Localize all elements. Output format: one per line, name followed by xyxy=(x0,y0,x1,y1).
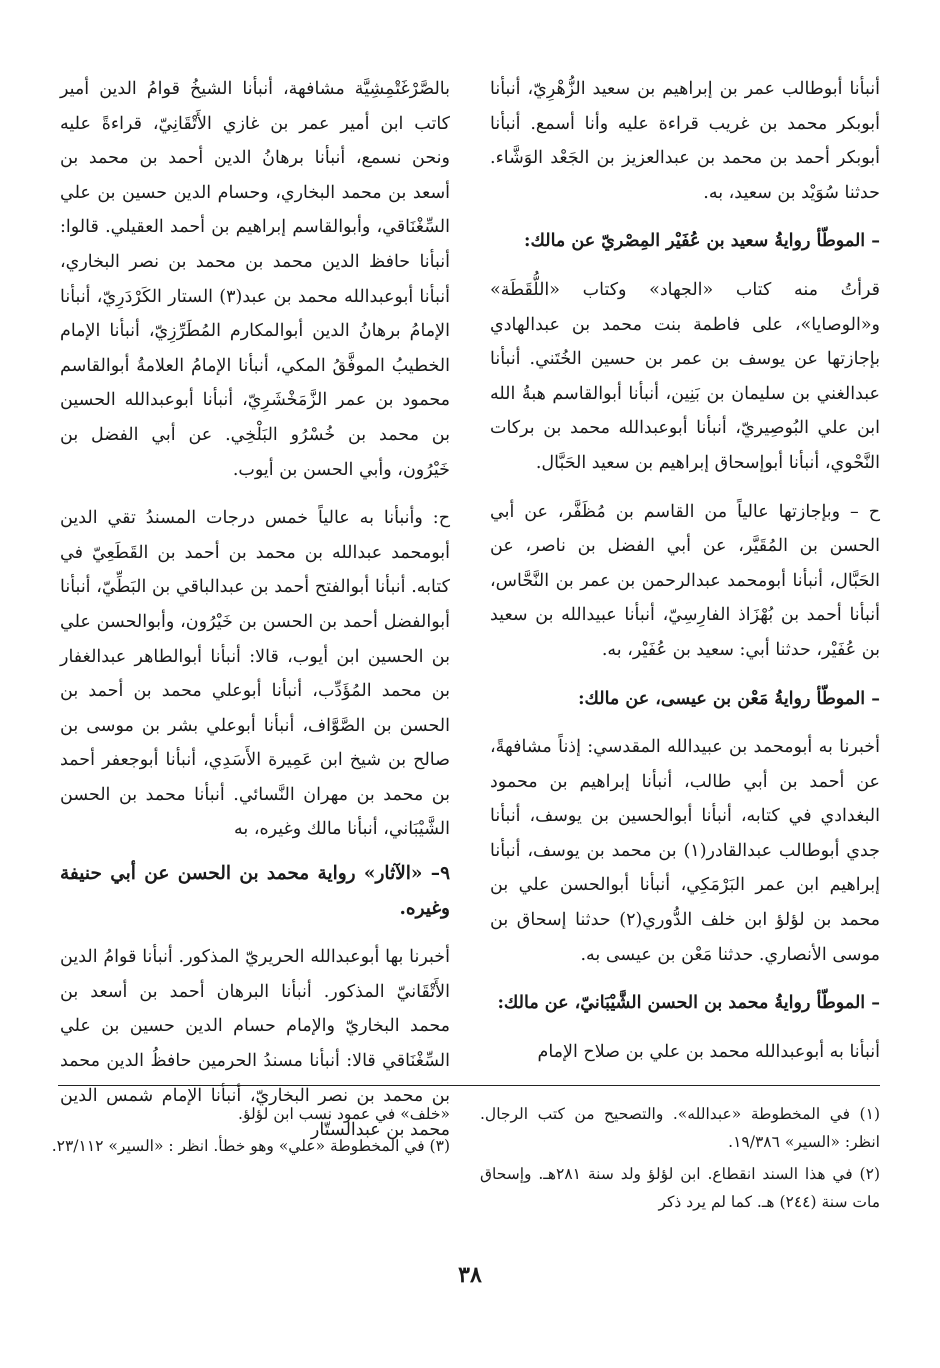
paragraph: أخبرنا بها أبوعبدالله الحريريّ المذكور. أنبأنا قوامُ الدين الأَتْقَانيّ المذكور. أنبأنا البرهان أحمد بن أسعد بن محمد البخاريّ والإمام حسام الدين حسين بن علي السِّغْنَاقي قالا: أنبأنا مسندُ الحرمين حافظُ الدين محمد بن محمد بن نصر البخاريّ، أنبأنا الإمام شمس الدين محمد بن عبدالستّار xyxy=(60,947,450,1141)
paragraph: قرأتُ منه كتاب «الجهاد» وكتاب «اللُّقَطَة» و«الوصايا»، على فاطمة بنت محمد بن عبدالهادي بإجازتها عن يوسف بن عمر بن حسين الخُتَني. أنبأنا عبدالغني بن سليمان بن بَنِين، أنبأنا أبوالقاسم هبةُ الله ابن علي البُوصِيريّ، أنبأنا أبوعبدالله محمد بن بركات النَّحْوي، أنبأنا أبوإسحاق إبراهيم بن سعيد الحَبَّال. xyxy=(490,279,880,473)
section-heading: – الموطّأ روايةُ مَعْن بن عيسى، عن مالك: xyxy=(578,688,880,709)
footnote: (٢) في هذا السند انقطاع. ابن لؤلؤ ولد سنة ٢٨١هـ. وإسحاق مات سنة (٢٤٤) هـ. كما لم يرد ذكر xyxy=(480,1165,880,1211)
footnote: «خلف» في عمود نسب ابن لؤلؤ. xyxy=(238,1105,450,1123)
left-column xyxy=(60,72,450,1148)
section-heading: – الموطّأ روايةُ سعيد بن عُفَيْر المِصْريّ عن مالك: xyxy=(524,231,880,252)
footnotes-right xyxy=(480,1100,880,1220)
footnotes-left xyxy=(50,1100,450,1164)
page-number: ٣٨ xyxy=(458,1262,482,1288)
right-column xyxy=(490,72,880,1069)
footnote: (٣) في المخطوطة «علي» وهو خطأ. انظر : «السير» ٢٣/١١٢. xyxy=(51,1137,450,1155)
paragraph: أخبرنا به أبومحمد بن عبيدالله المقدسي: إذناً مشافهةً، عن أحمد بن أبي طالب، أنبأنا إبراهيم بن محمود البغدادي في كتابه، أنبأنا أبوالحسين بن يوسف، أنبأنا جدي أبوطالب عبدالقادر(١) بن محمد بن يوسف، أنبأنا إبراهيم ابن عمر البَرْمَكِي، أنبأنا أبوالحسن علي بن محمد بن لؤلؤ ابن خلف الدُّوري(٢) حدثنا إسحاق بن موسى الأنصاري. حدثنا مَعْن بن عيسى به. xyxy=(490,737,880,965)
paragraph: أنبأنا به أبوعبدالله محمد بن علي بن صلاح الإمام xyxy=(537,1041,880,1062)
paragraph: بالصَّرْغَتْمِشِيَّة مشافهة، أنبأنا الشيخُ قوامُ الدين أمير كاتب ابن أمير عمر بن غازي الأَتْقَانِيّ، قراءةً عليه ونحن نسمع، أنبأنا برهانُ الدين أحمد بن محمد بن أسعد بن محمد البخاري، وحسام الدين حسين بن علي السِّغْنَاقي، وأبوالقاسم إبراهيم بن أحمد العقيلي. قالوا: أنبأنا حافظ الدين محمد بن محمد بن نصر البخاري، أنبأنا أبوعبدالله محمد بن عبد(٣) الستار الكَرْدَرِيّ، أنبأنا الإمامُ برهانُ الدين أبوالمكارم المُطَرِّزِيّ، أنبأنا الإمام الخطيبُ الموفَّقُ المكي، أنبأنا الإمامُ العلامةُ أبوالقاسم محمود بن عمر الزَّمَخْشَرِيّ، أنبأنا أبوعبدالله الحسين بن محمد بن خُسْرُو البَلْخِي. عن أبي الفضل بن خَيْرُون، وأبي الحسن بن أيوب. xyxy=(60,79,450,480)
footnote-divider xyxy=(58,1085,880,1086)
section-heading: – الموطّأ روايةُ محمد بن الحسن الشَّيْبَانيّ، عن مالك: xyxy=(497,993,880,1014)
paragraph: ح: وأنبأنا به عالياً خمس درجات المسندُ تقي الدين أبومحمد عبدالله بن محمد بن أحمد بن القَطَعِيّ في كتابه. أنبأنا أبوالفتح أحمد بن عبدالباقي بن البَطِّيّ، أنبأنا أبوالفضل أحمد بن الحسن بن خَيْرُون، وأبوالحسن علي بن الحسين ابن أيوب، قالا: أنبأنا أبوالطاهر عبدالغفار بن محمد المُؤَدِّب، أنبأنا أبوعلي محمد بن أحمد بن الحسن بن الصَّوَّاف، أنبأنا أبوعلي بشر بن موسى بن صالح بن شيخ ابن عَمِيرة الأَسَدِي، أنبأنا أبوجعفر أحمد بن محمد بن مهران النَّسائي. أنبأنا محمد بن الحسن الشَّيْبَاني، أنبأنا مالك وغيره، به xyxy=(60,508,450,840)
footnote: (١) في المخطوطة «عبدالله». والتصحيح من كتب الرجال. انظر: «السير» ١٩/٣٨٦. xyxy=(480,1105,880,1151)
paragraph: أنبأنا أبوطالب عمر بن إبراهيم بن سعيد الزُّهْرِيّ، أنبأنا أبوبكر محمد بن غريب قراءة عليه وأنا أسمع. أنبأنا أبوبكر أحمد بن محمد بن عبدالعزيز بن الجَعْد الوَشَّاء. حدثنا سُوَيْد بن سعيد، به. xyxy=(490,79,880,203)
paragraph: ح – وبإجازتها عالياً من القاسم بن مُظَفَّر، عن أبي الحسن بن المُقَيَّر، عن أبي الفضل بن ناصر، عن الحَبَّال، أنبأنا أبومحمد عبدالرحمن بن عمر بن النَّحَّاس، أنبأنا أحمد بن بُهْزَاذ الفارِسِيّ، أنبأنا عبيدالله بن سعيد بن عُفَيْر، حدثنا أبي: سعيد بن عُفَيْر، به. xyxy=(490,501,880,660)
section-heading: ٩– «الآثار» رواية محمد بن الحسن عن أبي حنيفة وغيره. xyxy=(60,863,450,919)
